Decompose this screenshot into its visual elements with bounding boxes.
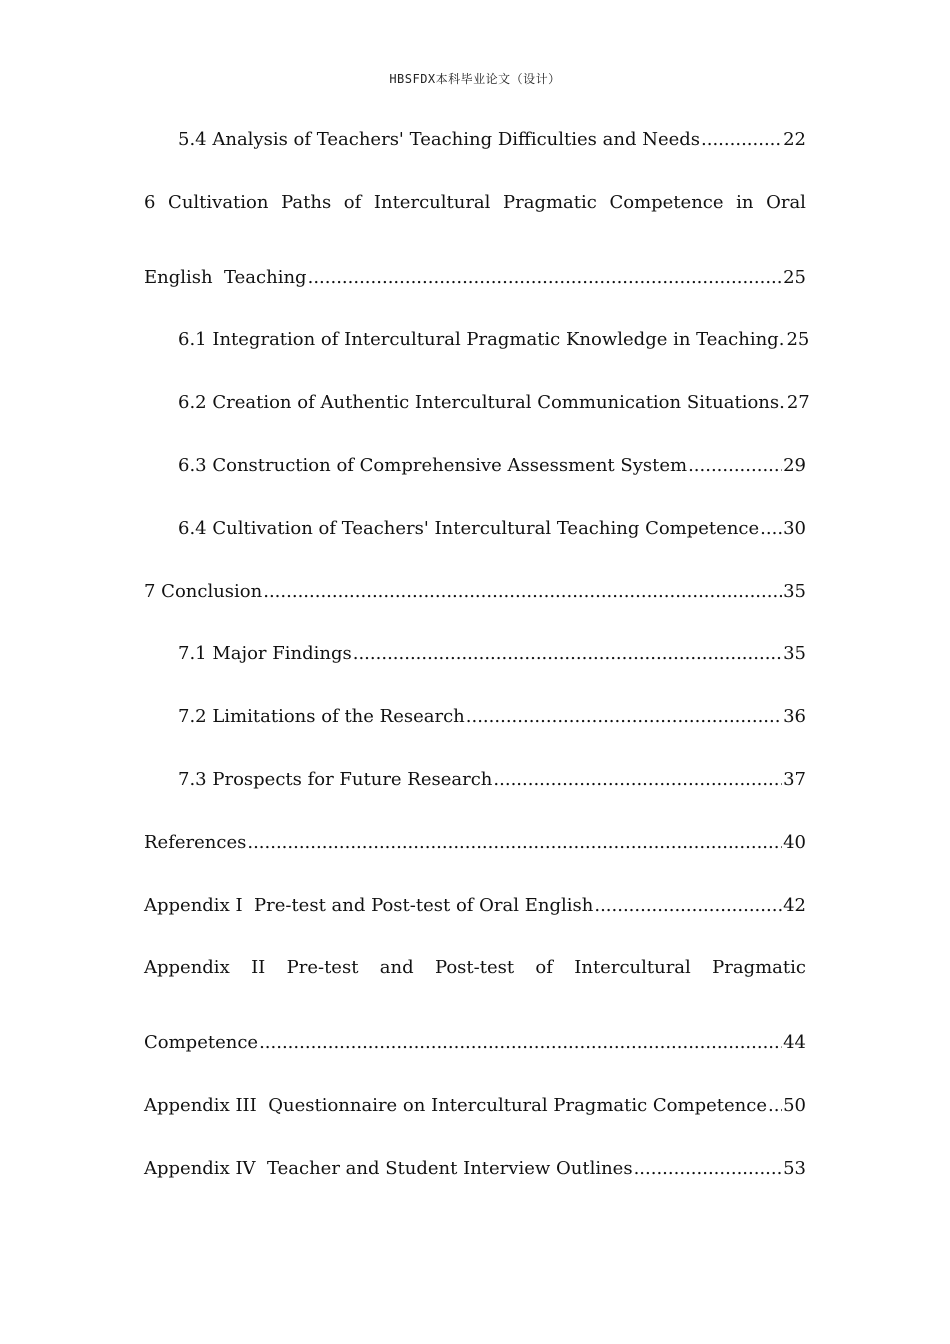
toc-word: Pre-test xyxy=(286,957,359,978)
toc-entry-appendix-1[interactable] xyxy=(144,894,806,918)
page-header: HBSFDX本科毕业论文（设计） xyxy=(389,72,561,86)
toc-entry-title: English Teaching xyxy=(144,267,307,288)
toc-entry-6-1[interactable] xyxy=(178,328,810,352)
toc-entry-page: 22 xyxy=(783,129,806,150)
toc-entry-appendix-2-line2[interactable] xyxy=(144,1031,806,1055)
toc-entry-title: 7.2 Limitations of the Research xyxy=(178,706,465,727)
toc-entry-page: 25 xyxy=(783,267,806,288)
toc-entry-title: Appendix IV Teacher and Student Interview Outlines xyxy=(144,1158,633,1179)
toc-dot-leader xyxy=(768,1094,782,1118)
toc-entry-title: Competence xyxy=(144,1032,259,1053)
toc-entry-page: 30 xyxy=(783,518,806,539)
toc-entry-6-line2[interactable] xyxy=(144,266,806,290)
toc-entry-page: 37 xyxy=(783,769,806,790)
toc-entry-page: 25 xyxy=(786,329,810,350)
toc-word: 6 xyxy=(144,192,156,213)
toc-entry-references[interactable] xyxy=(144,831,806,855)
toc-entry-7-3[interactable] xyxy=(178,768,806,792)
toc-dot-leader xyxy=(493,768,782,792)
toc-entry-appendix-4[interactable] xyxy=(144,1157,806,1181)
toc-entry-page: 53 xyxy=(783,1158,806,1179)
toc-word: Competence xyxy=(609,192,724,213)
toc-entry-7[interactable] xyxy=(144,580,806,604)
toc-dot-leader xyxy=(263,580,782,604)
toc-word: of xyxy=(343,192,362,213)
toc-dot-leader xyxy=(688,454,782,478)
toc-dot-leader xyxy=(701,128,782,152)
toc-entry-page: 35 xyxy=(783,581,806,602)
toc-entry-6-3[interactable] xyxy=(178,454,806,478)
toc-word: Cultivation xyxy=(168,192,269,213)
toc-entry-title: 6.2 Creation of Authentic Intercultural Communication Situations. xyxy=(178,392,785,413)
toc-entry-6-2[interactable] xyxy=(178,391,810,415)
toc-dot-leader xyxy=(594,894,782,918)
toc-word: Paths xyxy=(281,192,332,213)
toc-dot-leader xyxy=(308,266,783,290)
toc-dot-leader xyxy=(760,517,782,541)
toc-dot-leader xyxy=(353,642,782,666)
toc-entry-page: 44 xyxy=(783,1032,806,1053)
toc-entry-title: 7 Conclusion xyxy=(144,581,263,602)
toc-word: Intercultural xyxy=(373,192,491,213)
toc-entry-6-4[interactable] xyxy=(178,517,806,541)
toc-entry-page: 42 xyxy=(783,895,806,916)
toc-word: Oral xyxy=(766,192,806,213)
toc-entry-title: 6.1 Integration of Intercultural Pragmatic Knowledge in Teaching. xyxy=(178,329,785,350)
toc-entry-6-line1[interactable] xyxy=(144,191,806,215)
toc-word: of xyxy=(535,957,553,978)
toc-entry-title: Appendix I Pre-test and Post-test of Oral English xyxy=(144,895,594,916)
toc-entry-page: 27 xyxy=(786,392,810,413)
toc-word: II xyxy=(251,957,266,978)
toc-word: Appendix xyxy=(144,957,230,978)
toc-entry-title: 5.4 Analysis of Teachers' Teaching Difficulties and Needs xyxy=(178,129,701,150)
toc-word: in xyxy=(736,192,754,213)
toc-word: Post-test xyxy=(434,957,515,978)
toc-entry-page: 40 xyxy=(783,832,806,853)
toc-entry-appendix-3[interactable] xyxy=(144,1094,806,1118)
toc-entry-5-4[interactable] xyxy=(178,128,806,152)
toc-entry-page: 36 xyxy=(783,706,806,727)
toc-entry-title: 7.3 Prospects for Future Research xyxy=(178,769,493,790)
toc-entry-7-1[interactable] xyxy=(178,642,806,666)
toc-dot-leader xyxy=(466,705,782,729)
toc-word: and xyxy=(379,957,414,978)
toc-entry-page: 50 xyxy=(783,1095,806,1116)
toc-entry-page: 35 xyxy=(783,643,806,664)
toc-dot-leader xyxy=(634,1157,783,1181)
toc-entry-page: 29 xyxy=(783,455,806,476)
toc-entry-title: 6.4 Cultivation of Teachers' Intercultural Teaching Competence xyxy=(178,518,760,539)
toc-word: Pragmatic xyxy=(712,957,806,978)
toc-entry-title: Appendix III Questionnaire on Intercultural Pragmatic Competence xyxy=(144,1095,767,1116)
toc-dot-leader xyxy=(247,831,782,855)
toc-entry-title: 6.3 Construction of Comprehensive Assessment System xyxy=(178,455,688,476)
toc-entry-title: 7.1 Major Findings xyxy=(178,643,352,664)
toc-entry-7-2[interactable] xyxy=(178,705,806,729)
toc-dot-leader xyxy=(259,1031,782,1055)
toc-word: Intercultural xyxy=(574,957,691,978)
toc-entry-appendix-2-line1[interactable] xyxy=(144,956,806,980)
toc-entry-title: References xyxy=(144,832,247,853)
toc-word: Pragmatic xyxy=(503,192,597,213)
